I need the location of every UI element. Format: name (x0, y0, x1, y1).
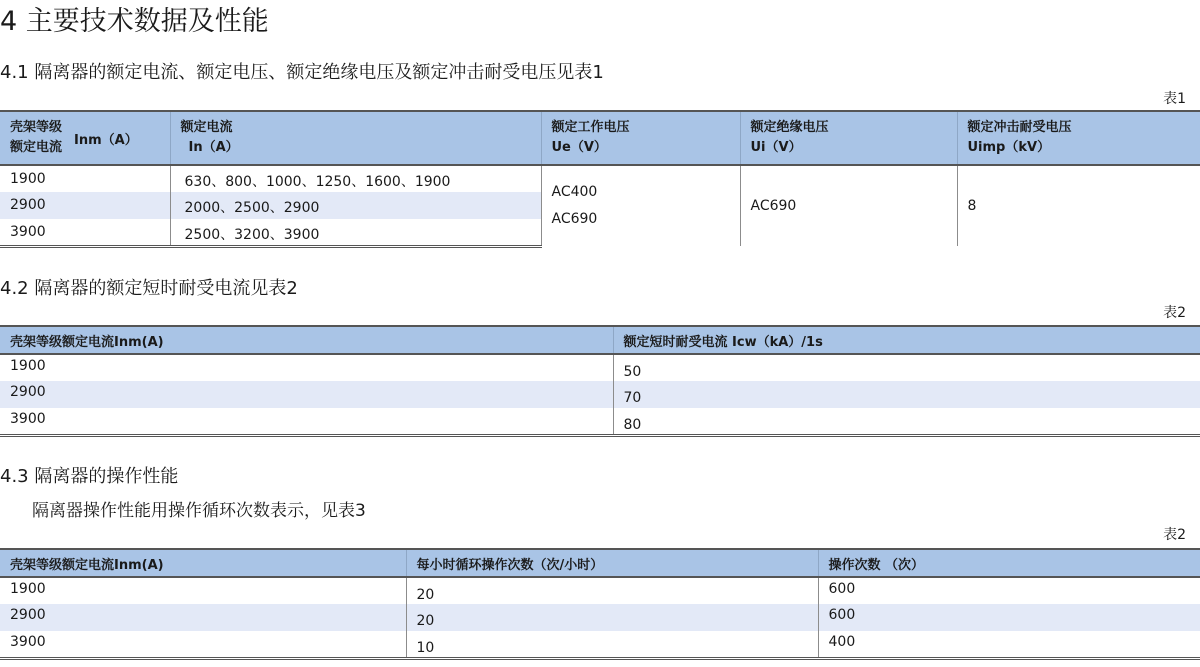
cell-uimp: 8 (957, 165, 1200, 246)
header-ue-a: 额定工作电压 (551, 120, 630, 135)
cell-frame: 3900 (0, 408, 613, 435)
header-icw: 额定短时耐受电流 Icw（kA）/1s (613, 326, 1200, 354)
table-header-row (0, 111, 1200, 165)
ue-value-2: AC690 (551, 211, 598, 227)
header-frame-current (0, 111, 170, 165)
cell-frame: 3900 (0, 631, 406, 658)
header-uimp-a: 额定冲击耐受电压 (967, 120, 1072, 135)
table-caption-3: 表2 (1163, 527, 1186, 543)
table-caption-2: 表2 (1163, 305, 1186, 321)
table-row (0, 381, 1200, 408)
table-header-row (0, 326, 1200, 354)
cell-frame: 2900 (0, 381, 613, 408)
cell-frame: 1900 (10, 171, 46, 187)
header-ue-b: Ue（V） (551, 140, 607, 155)
header-in-a: 额定电流 (180, 120, 233, 135)
table-caption-1: 表1 (1163, 91, 1186, 107)
cell-ui: AC690 (740, 165, 957, 246)
table-row (0, 354, 1200, 381)
cell-frame: 1900 (10, 581, 46, 597)
cell-frame: 2900 (0, 192, 170, 219)
header-frame-a: 壳架等级 (10, 120, 63, 135)
subsection-title-4-3: 4.3 隔离器的操作性能 (0, 466, 179, 487)
table-row (0, 165, 1200, 192)
operation-table (0, 548, 1200, 660)
cell-per-hour: 20 (406, 577, 818, 604)
header-ui-a: 额定绝缘电压 (750, 120, 829, 135)
cell-in: 2000、2500、2900 (170, 192, 541, 219)
table-row (0, 408, 1200, 435)
header-uimp-b: Uimp（kV） (967, 140, 1051, 155)
cell-ops: 400 (818, 631, 1200, 658)
table-row (0, 577, 1200, 604)
operation-paragraph: 隔离器操作性能用操作循环次数表示，见表3 (32, 501, 366, 521)
header-cycles-per-hour: 每小时循环操作次数（次/小时） (406, 549, 818, 577)
table-row (0, 631, 1200, 658)
header-inm: Inm（A） (74, 132, 138, 148)
cell-in: 630、800、1000、1250、1600、1900 (170, 165, 541, 192)
cell-ue (541, 165, 740, 246)
short-time-current-table (0, 325, 1200, 437)
header-uimp (957, 111, 1200, 165)
cell-icw: 80 (613, 408, 1200, 435)
header-ue (541, 111, 740, 165)
cell-frame: 2900 (0, 604, 406, 631)
cell-ops: 600 (818, 604, 1200, 631)
header-rated-current (170, 111, 541, 165)
cell-per-hour: 20 (406, 604, 818, 631)
header-in-b: In（A） (188, 140, 239, 155)
header-ui-b: Ui（V） (750, 140, 802, 155)
cell-icw: 50 (613, 354, 1200, 381)
cell-ops: 600 (818, 577, 1200, 604)
subsection-title-4-2: 4.2 隔离器的额定短时耐受电流见表2 (0, 278, 298, 299)
cell-icw: 70 (613, 381, 1200, 408)
header-operation-count: 操作次数 （次） (818, 549, 1200, 577)
rating-table (0, 110, 1200, 248)
header-frame-b: 额定电流 (10, 140, 63, 155)
cell-in: 2500、3200、3900 (170, 219, 541, 246)
header-frame-current: 壳架等级额定电流Inm(A) (0, 549, 406, 577)
header-frame-current: 壳架等级额定电流Inm(A) (0, 326, 613, 354)
header-ui (740, 111, 957, 165)
cell-frame: 1900 (10, 358, 46, 374)
cell-frame: 3900 (0, 219, 170, 246)
table-row (0, 604, 1200, 631)
subsection-title-4-1: 4.1 隔离器的额定电流、额定电压、额定绝缘电压及额定冲击耐受电压见表1 (0, 62, 604, 83)
section-title: 4 主要技术数据及性能 (0, 6, 269, 37)
ue-value-1: AC400 (551, 184, 598, 200)
cell-per-hour: 10 (406, 631, 818, 658)
table-header-row (0, 549, 1200, 577)
